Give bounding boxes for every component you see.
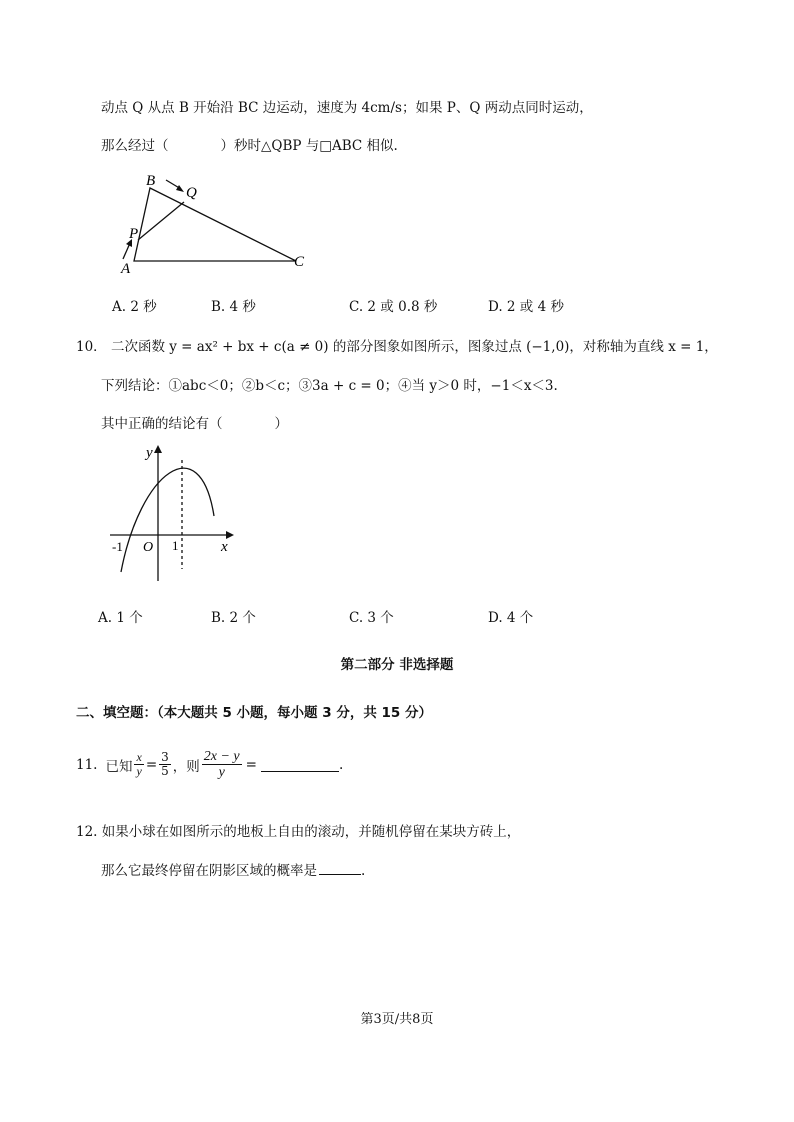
q10-line2: 下列结论：①abc＜0；②b＜c；③3a + c = 0；④当 y＞0 时，−1＜x＜3. <box>101 378 558 394</box>
q11-text-pre: 已知 <box>105 758 133 775</box>
segment-pq <box>138 202 184 240</box>
label-c: C <box>294 254 305 270</box>
q10-option-b[interactable]: B. 2 个 <box>211 610 256 626</box>
origin-label: O <box>143 540 154 555</box>
label-a: A <box>121 261 131 277</box>
q11-answer-blank[interactable] <box>261 757 339 772</box>
q9-option-b[interactable]: B. 4 秒 <box>211 299 256 315</box>
q11-fraction-expression <box>202 749 242 781</box>
q9-line2-post: ）秒时△QBP 与□ABC 相似. <box>220 138 398 154</box>
q11-frac3-den: y <box>218 765 225 781</box>
label-b: B <box>146 173 156 189</box>
q10-option-d[interactable]: D. 4 个 <box>488 610 534 626</box>
q11-frac3-num: 2x − y <box>203 749 240 764</box>
parabola-graph <box>100 442 240 584</box>
q10-option-c[interactable]: C. 3 个 <box>349 610 394 626</box>
q10-option-a[interactable]: A. 1 个 <box>98 610 143 626</box>
q12-line2-post: . <box>361 863 366 879</box>
q11-frac1-num: x <box>136 750 142 765</box>
q9-line1: 动点 Q 从点 B 开始沿 BC 边运动，速度为 4cm/s；如果 P、Q 两动点同时运动， <box>101 100 593 116</box>
q9-option-d[interactable]: D. 2 或 4 秒 <box>488 299 564 315</box>
page-number-footer: 第3页/共8页 <box>360 1012 434 1027</box>
q10-line3-pre: 其中正确的结论有（ <box>101 416 223 432</box>
q11 <box>76 749 343 781</box>
label-p: P <box>129 226 139 242</box>
tick-neg1: -1 <box>112 539 123 554</box>
q11-fraction-x-over-y <box>134 751 143 778</box>
q12-line1: 12. 如果小球在如图所示的地板上自由的滚动，并随机停留在某块方砖上， <box>76 824 521 840</box>
q11-frac1-den: y <box>136 764 142 779</box>
q11-mid: ，则 <box>172 758 200 775</box>
q12-line2-pre: 那么它最终停留在阴影区域的概率是 <box>101 863 317 879</box>
q10-line3 <box>101 412 288 432</box>
q9-line2 <box>101 134 398 154</box>
q12-answer-blank[interactable] <box>319 862 361 875</box>
tick-1: 1 <box>172 538 179 553</box>
y-axis-label: y <box>146 445 153 461</box>
q11-frac2-den: 5 <box>161 764 169 779</box>
q11-eq: = <box>145 756 158 773</box>
q11-tail-eq: = <box>245 756 257 773</box>
q9-option-c[interactable]: C. 2 或 0.8 秒 <box>349 299 438 315</box>
x-arrowhead <box>226 531 234 539</box>
q10-line1: 10． 二次函数 y = ax² + bx + c(a ≠ 0) 的部分图象如图所示，图象过点 (−1,0)，对称轴为直线 x = 1， <box>76 339 718 355</box>
q11-fraction-3-over-5 <box>159 751 171 778</box>
q9-line2-pre: 那么经过（ <box>101 138 169 154</box>
q9-option-a[interactable]: A. 2 秒 <box>112 299 157 315</box>
part2-title: 第二部分 非选择题 <box>340 657 454 673</box>
q11-frac2-num: 3 <box>161 750 169 765</box>
parabola-curve <box>121 468 214 572</box>
q10-line3-post: ） <box>274 416 288 432</box>
q11-number: 11. <box>76 756 98 773</box>
q12-line2 <box>101 859 365 879</box>
triangle-abc <box>134 188 296 261</box>
label-q: Q <box>186 185 197 201</box>
x-axis-label: x <box>221 539 228 555</box>
y-arrowhead <box>154 445 162 453</box>
triangle-figure <box>110 166 320 278</box>
section2-title: 二、填空题：（本大题共 5 小题，每小题 3 分，共 15 分） <box>76 705 433 721</box>
q11-end: . <box>338 756 344 773</box>
